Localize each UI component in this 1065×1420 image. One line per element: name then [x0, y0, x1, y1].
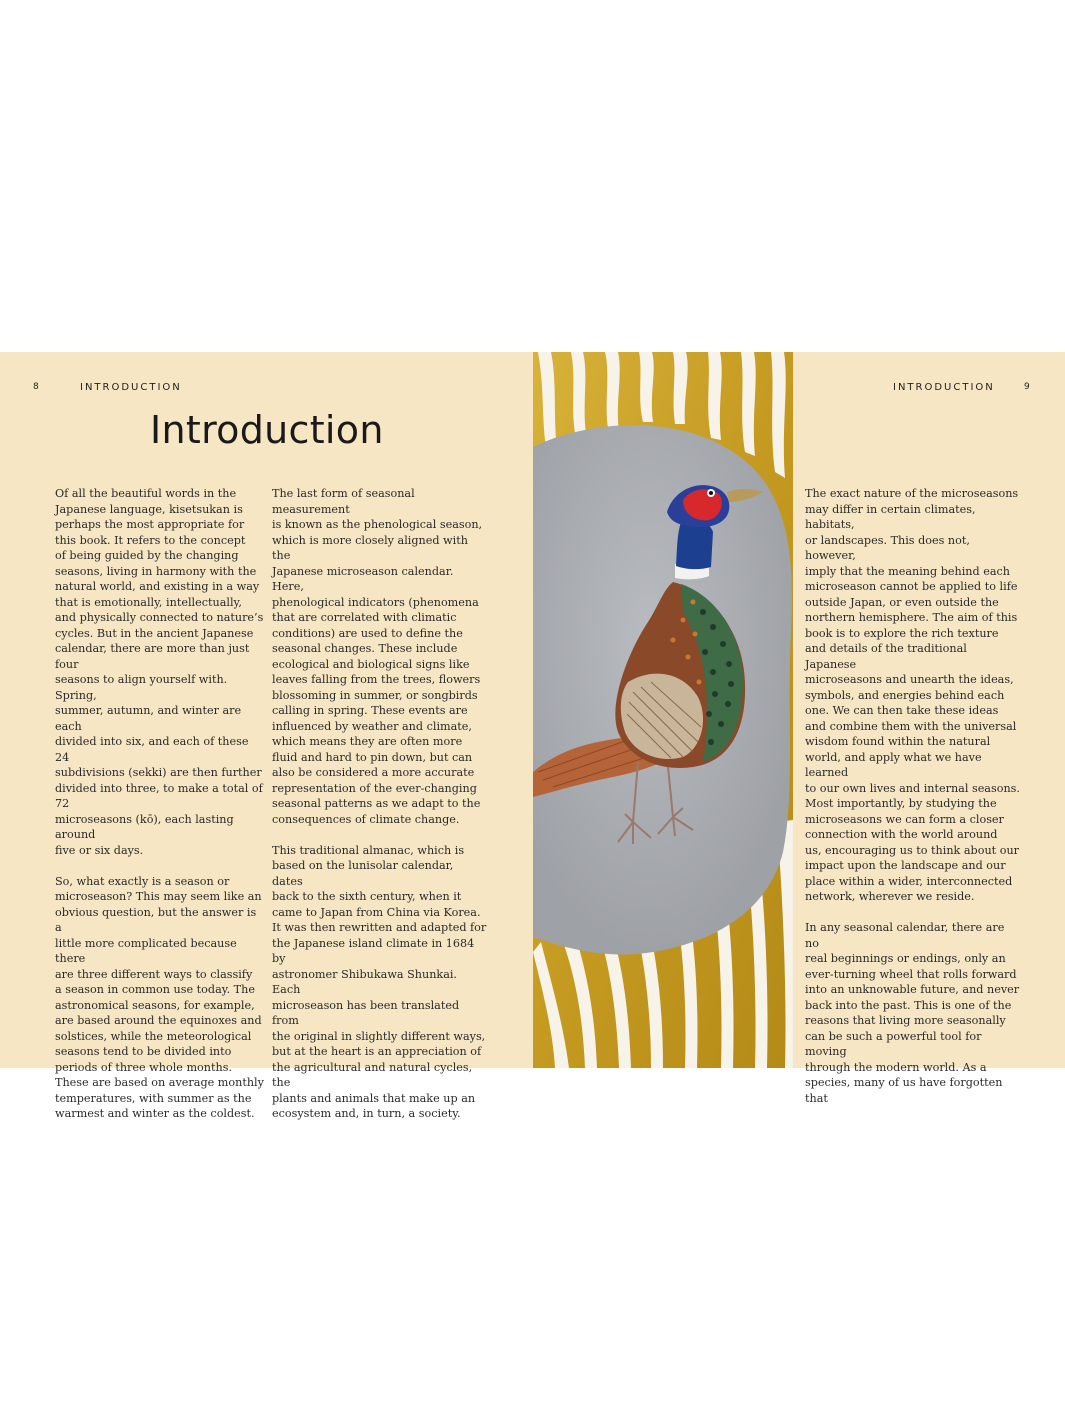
page-title: Introduction [150, 408, 384, 452]
paragraph: This traditional almanac, which is based on the lunisolar calendar, dates back to the sixth century, when it came to Japan from China via Korea. It was then rewritten and adapted for the Japanese island climate in 1684 by astronomer Shibukawa Shunkai. Each microseason has been translated from the original in slightly different ways, but at the heart is an appreciation of the agricultural and natural cycles, the plants and animals that make up an ecosystem and, in turn, a society. [272, 843, 487, 1120]
paragraph: The exact nature of the microseasons may differ in certain climates, habitats, or landscapes. This does not, however, imply that the meaning behind each microseason cannot be applied to life outside Japan, or even outside the northern hemisphere. The aim of this book is to explore the rich texture and details of the traditional Japanese microseasons and unearth the ideas, symbols, and energies behind each one. We can then take these ideas and combine them with the universal wisdom found within the natural world, and apply what we have learned to our own lives and internal seasons. Most importantly, by studying the microseasons we can form a closer connection with the world around us, encouraging us to think about our impact upon the landscape and our place within a wider, interconnected network, wherever we reside. [805, 487, 1020, 903]
left-column-2 [272, 486, 487, 1137]
pheasant-neck [676, 520, 713, 569]
right-page-number: 9 [1024, 382, 1030, 392]
paragraph: The last form of seasonal measurement is known as the phenological season, which is more closely aligned with the Japanese microseason calendar. Here, phenological indicators (phenomena that are correlated with climatic conditions) are used to define the seasonal changes. These include ecological and biological signs like leaves falling from the trees, flowers blossoming in summer, or songbirds calling in spring. These events are influenced by weather and climate, which means they are often more fluid and hard to pin down, but can also be considered a more accurate representation of the ever-changing seasonal patterns as we adapt to the consequences of climate change. [272, 487, 483, 826]
left-page-number: 8 [33, 382, 39, 392]
right-running-head: INTRODUCTION [893, 382, 995, 393]
paragraph: So, what exactly is a season or microseason? This may seem like an obvious question, but the answer is a little more complicated because there are three different ways to classify a season in common use today. The astronomical seasons, for example, are based around the equinoxes and solstices, while the meteorological seasons tend to be divided into periods of three whole months. These are based on average monthly temperatures, with summer as the warmest and winter as the coldest. [55, 874, 264, 1120]
book-spread [0, 352, 1065, 1120]
paragraph: Of all the beautiful words in the Japanese language, kisetsukan is perhaps the most appropriate for this book. It refers to the concept of being guided by the changing seasons, living in harmony with the natural world, and existing in a way that is emotionally, intellectually, and physically connected to nature’s cycles. But in the ancient Japanese calendar, there are more than just four seasons to align yourself with. Spring, summer, autumn, and winter are each divided into six, and each of these 24 subdivisions (sekki) are then further divided into three, to make a total of 72 microseasons (kō), each lasting around five or six days. [55, 487, 264, 857]
left-running-head: INTRODUCTION [80, 382, 182, 393]
left-column-1 [55, 486, 265, 1137]
pheasant-illustration [533, 352, 793, 1068]
paragraph: In any seasonal calendar, there are no real beginnings or endings, only an ever-turning wheel that rolls forward into an unknowable future, and never back into the past. This is one of the reasons that living more seasonally can be such a powerful tool for moving through the modern world. As a species, many of us have forgotten that [805, 921, 1020, 1105]
right-column [805, 486, 1020, 1122]
